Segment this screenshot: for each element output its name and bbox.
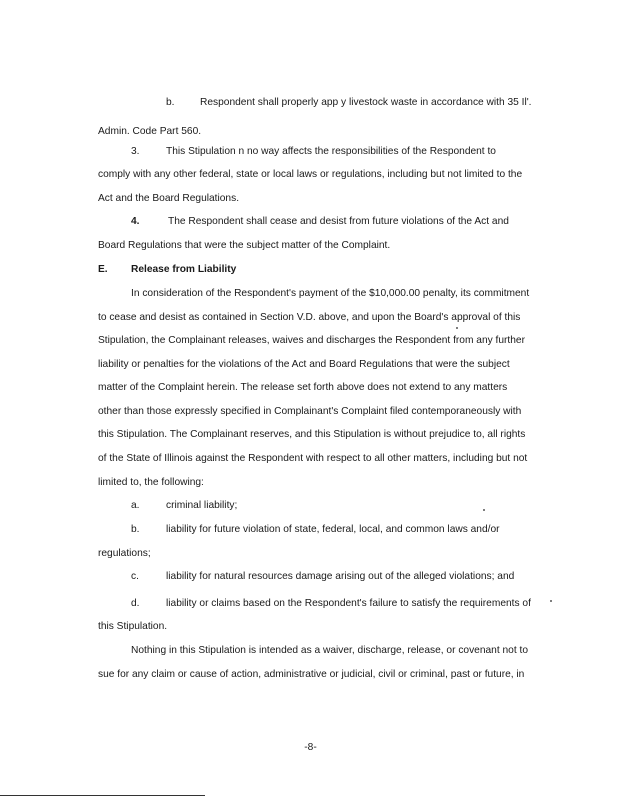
- release-para-line: matter of the Complaint herein. The release set forth above does not extend to any matters: [98, 382, 508, 393]
- release-para-line: Stipulation, the Complainant releases, waives and discharges the Respondent from any further: [98, 335, 525, 346]
- para-4-line: Board Regulations that were the subject matter of the Complaint.: [98, 240, 391, 251]
- scan-speck: [456, 327, 458, 329]
- section-e-marker: E.: [98, 264, 108, 275]
- para-4-marker: 4.: [131, 216, 140, 227]
- list-marker: a.: [131, 500, 140, 511]
- para-3-line: Act and the Board Regulations.: [98, 193, 240, 204]
- nothing-para-line: sue for any claim or cause of action, administrative or judicial, civil or criminal, past or future, in: [98, 669, 525, 680]
- release-para-line: this Stipulation. The Complainant reserves, and this Stipulation is without prejudice to, all rights: [98, 429, 526, 440]
- item-b-text: Respondent shall properly app y livestock waste in accordance with 35 Il'.: [200, 97, 532, 108]
- list-item-d-continuation: this Stipulation.: [98, 621, 168, 632]
- list-marker: d.: [131, 598, 140, 609]
- list-text: liability or claims based on the Respondent's failure to satisfy the requirements of: [166, 598, 531, 609]
- list-marker: b.: [131, 524, 140, 535]
- list-text: liability for future violation of state, federal, local, and common laws and/or: [166, 524, 500, 535]
- para-3-text: This Stipulation n no way affects the responsibilities of the Respondent to: [166, 146, 496, 157]
- scan-speck: [550, 600, 552, 602]
- list-item-b-continuation: regulations;: [98, 548, 151, 559]
- scan-speck: [483, 509, 485, 511]
- release-para-line: of the State of Illinois against the Respondent with respect to all other matters, including but not: [98, 453, 528, 464]
- para-3-line: comply with any other federal, state or local laws or regulations, including but not limited to the: [98, 169, 523, 180]
- page-number: -8-: [304, 742, 317, 753]
- release-para-line: other than those expressly specified in Complainant's Complaint filed contemporaneously with: [98, 406, 522, 417]
- release-para-line: liability or penalties for the violations of the Act and Board Regulations that were the subject: [98, 359, 510, 370]
- item-b-marker: b.: [166, 97, 175, 108]
- release-para-line: limited to, the following:: [98, 477, 204, 488]
- section-e-title: Release from Liability: [131, 264, 237, 275]
- footer-rule: [0, 795, 205, 796]
- release-para-line: to cease and desist as contained in Section V.D. above, and upon the Board's approval of this: [98, 312, 521, 323]
- release-para-text: In consideration of the Respondent's payment of the $10,000.00 penalty, its commitment: [131, 288, 530, 299]
- para-4-text: The Respondent shall cease and desist from future violations of the Act and: [168, 216, 509, 227]
- list-marker: c.: [131, 571, 139, 582]
- list-text: criminal liability;: [166, 500, 238, 511]
- list-text: liability for natural resources damage arising out of the alleged violations; and: [166, 571, 515, 582]
- para-3-marker: 3.: [131, 146, 140, 157]
- nothing-para-text: Nothing in this Stipulation is intended as a waiver, discharge, release, or covenant not to: [131, 645, 528, 656]
- item-b-continuation: Admin. Code Part 560.: [98, 126, 202, 137]
